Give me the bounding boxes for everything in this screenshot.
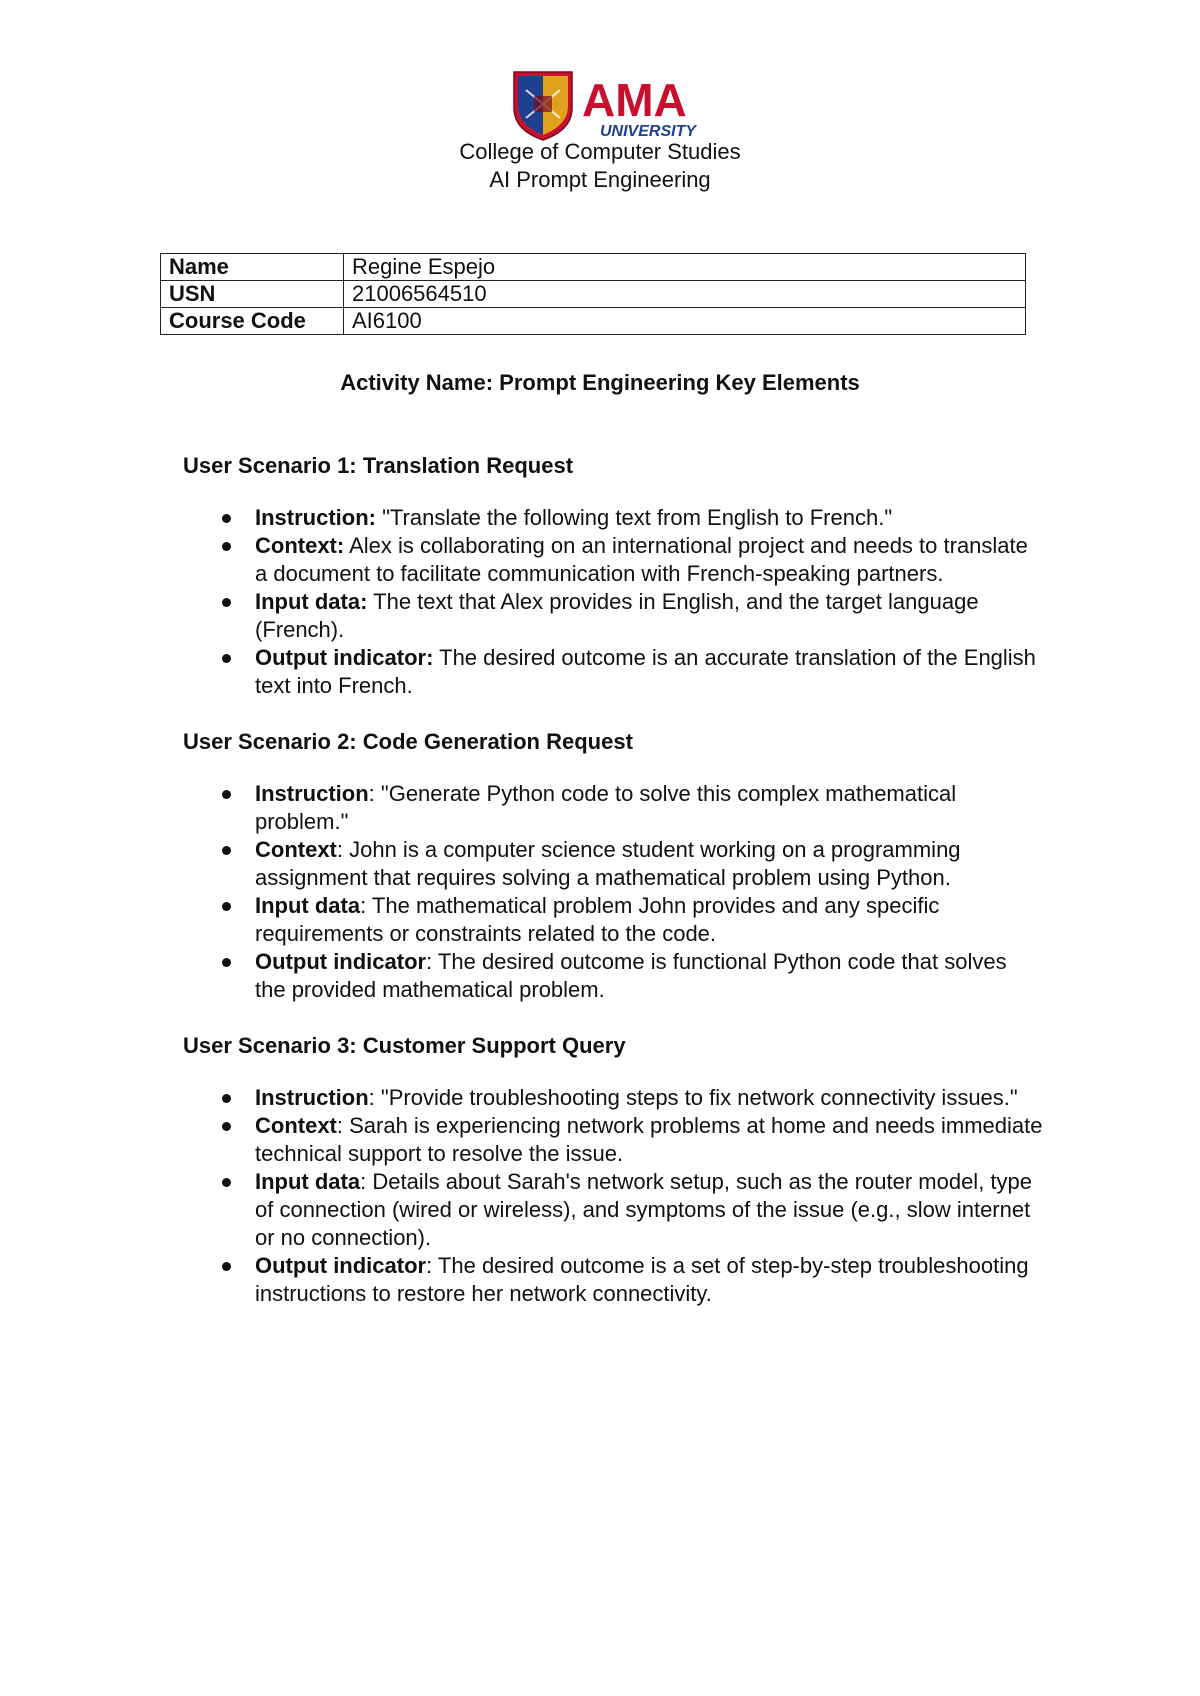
element-text: : "Provide troubleshooting steps to fix network connectivity issues." (368, 1085, 1018, 1110)
element-text: Alex is collaborating on an international project and needs to translate a document to facilitate communication with French-speaking partners. (255, 533, 1028, 586)
activity-heading (0, 370, 1200, 396)
list-item (183, 644, 1043, 700)
info-row-usn (161, 281, 1026, 308)
scenarios-section (183, 452, 1043, 1336)
scenario-3 (183, 1032, 1043, 1308)
scenario-title: User Scenario 3: Customer Support Query (183, 1033, 626, 1058)
element-text: : John is a computer science student working on a programming assignment that requires solving a mathematical problem using Python. (255, 837, 961, 890)
bullet-icon (222, 846, 231, 855)
info-value: Regine Espejo (344, 254, 1026, 281)
list-item (183, 892, 1043, 948)
list-item (183, 780, 1043, 836)
list-item (183, 1084, 1043, 1112)
bullet-icon (222, 1094, 231, 1103)
element-text: : Details about Sarah's network setup, such as the router model, type of connection (wired or wireless), and symptoms of the issue (e.g., slow internet or no connection). (255, 1169, 1033, 1250)
info-value: AI6100 (344, 308, 1026, 335)
element-text: : Sarah is experiencing network problems at home and needs immediate technical support to resolve the issue. (255, 1113, 1043, 1166)
scenario-1 (183, 452, 1043, 700)
bullet-icon (222, 1262, 231, 1271)
bullet-icon (222, 542, 231, 551)
bullet-icon (222, 598, 231, 607)
scenario-element-list (183, 504, 1043, 700)
list-item (183, 1168, 1043, 1252)
scenario-title: User Scenario 1: Translation Request (183, 453, 574, 478)
student-info-table (160, 253, 1026, 335)
element-text: : The mathematical problem John provides and any specific requirements or constraints related to the code. (255, 893, 940, 946)
scenario-2 (183, 728, 1043, 1004)
scenario-element-list (183, 780, 1043, 1004)
element-label: Output indicator (255, 1253, 427, 1278)
element-label: Context (255, 837, 337, 862)
bullet-icon (222, 1178, 231, 1187)
element-label: Instruction (255, 1085, 369, 1110)
bullet-icon (222, 1122, 231, 1131)
element-text: "Translate the following text from English to French." (376, 505, 893, 530)
element-label: Output indicator: (255, 645, 434, 670)
element-label: Context (255, 1113, 337, 1138)
list-item (183, 1252, 1043, 1308)
element-text: : The desired outcome is a set of step-by-step troubleshooting instructions to restore her network connectivity. (255, 1253, 1029, 1306)
list-item (183, 588, 1043, 644)
course-title: AI Prompt Engineering (489, 167, 711, 192)
activity-prefix: Activity Name: (340, 370, 500, 395)
element-label: Context: (255, 533, 345, 558)
element-text: : The desired outcome is functional Python code that solves the provided mathematical problem. (255, 949, 1007, 1002)
element-label: Output indicator (255, 949, 427, 974)
element-text: The text that Alex provides in English, and the target language (French). (255, 589, 979, 642)
scenario-element-list (183, 1084, 1043, 1308)
info-row-name (161, 254, 1026, 281)
element-text: The desired outcome is an accurate translation of the English text into French. (255, 645, 1036, 698)
bullet-icon (222, 958, 231, 967)
scenario-title: User Scenario 2: Code Generation Request (183, 729, 633, 754)
element-label: Input data (255, 1169, 361, 1194)
element-label: Input data: (255, 589, 368, 614)
list-item (183, 504, 1043, 532)
info-row-course-code (161, 308, 1026, 335)
element-label: Input data (255, 893, 361, 918)
info-key: Name (161, 254, 344, 281)
list-item (183, 836, 1043, 892)
info-key: Course Code (161, 308, 344, 335)
college-name: College of Computer Studies (459, 139, 741, 164)
list-item (183, 532, 1043, 588)
list-item (183, 1112, 1043, 1168)
list-item (183, 948, 1043, 1004)
document-header (0, 138, 1200, 194)
element-label: Instruction (255, 781, 369, 806)
logo-subtext: UNIVERSITY (600, 123, 697, 140)
activity-name: Prompt Engineering Key Elements (499, 370, 860, 395)
bullet-icon (222, 902, 231, 911)
element-label: Instruction: (255, 505, 376, 530)
bullet-icon (222, 654, 231, 663)
logo-wordmark: AMA (582, 74, 687, 126)
bullet-icon (222, 514, 231, 523)
element-text: : "Generate Python code to solve this complex mathematical problem." (255, 781, 957, 834)
info-key: USN (161, 281, 344, 308)
ama-university-logo (512, 70, 702, 142)
bullet-icon (222, 790, 231, 799)
info-value: 21006564510 (344, 281, 1026, 308)
